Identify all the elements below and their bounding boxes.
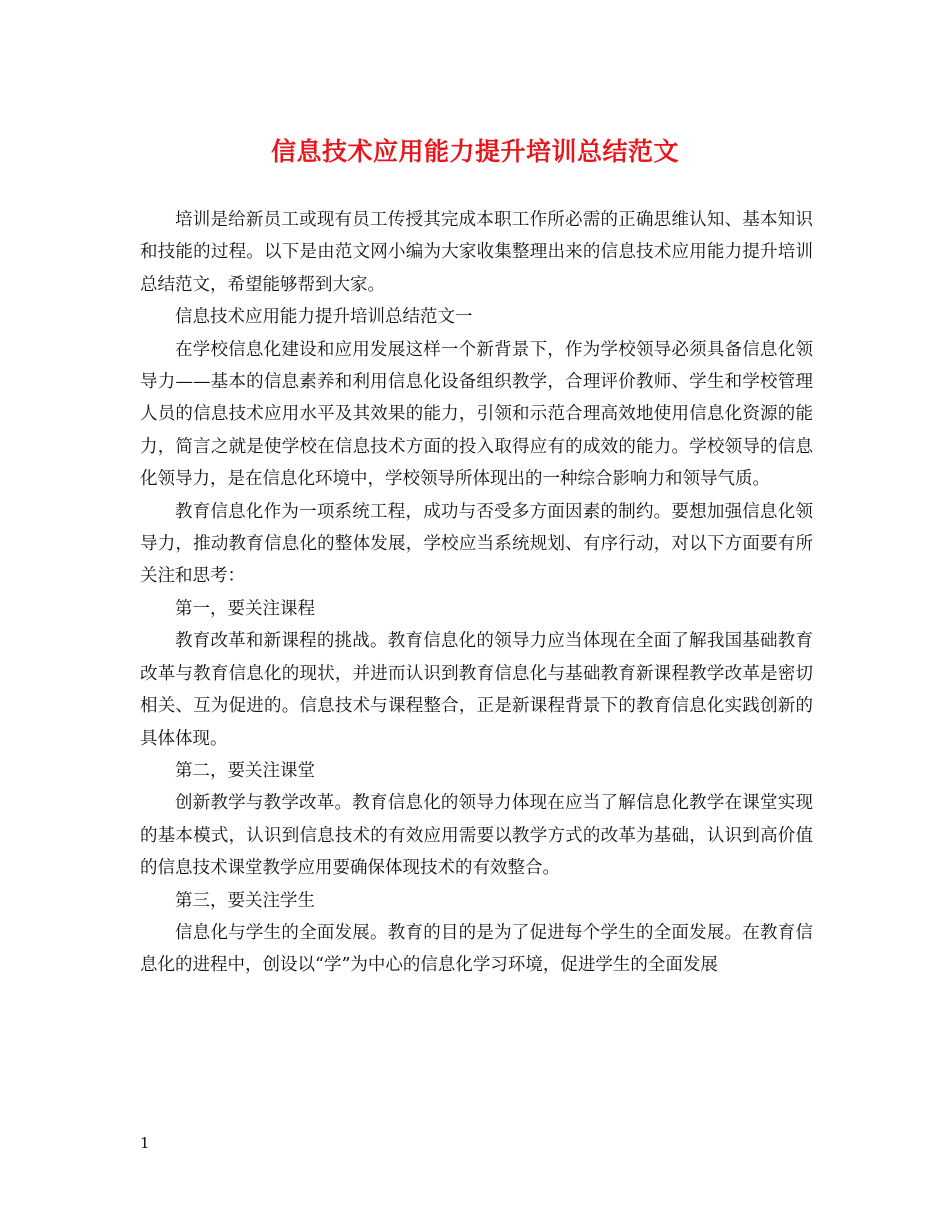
paragraph-curriculum: 教育改革和新课程的挑战。教育信息化的领导力应当体现在全面了解我国基础教育改革与教育信息化的现状，并进而认识到教育信息化与基础教育新课程教学改革是密切相关、互为促进的。信息技术与课程整合，正是新课程背景下的教育信息化实践创新的具体体现。 (140, 631, 813, 749)
page-number: 1 (140, 1134, 150, 1152)
paragraph-classroom: 创新教学与教学改革。教育信息化的领导力体现在应当了解信息化教学在课堂实现的基本模式，认识到信息技术的有效应用需要以教学方式的改革为基础，认识到高价值的信息技术课堂教学应用要确保体现技术的有效整合。 (140, 793, 813, 879)
heading-focus-students: 第三，要关注学生 (175, 890, 315, 911)
section-heading-sample-one: 信息技术应用能力提升培训总结范文一 (175, 307, 473, 328)
heading-focus-classroom: 第二，要关注课堂 (175, 760, 315, 781)
paragraph-intro: 培训是给新员工或现有员工传授其完成本职工作所必需的正确思维认知、基本知识和技能的过程。以下是由范文网小编为大家收集整理出来的信息技术应用能力提升培训总结范文，希望能够帮到大家。 (140, 210, 813, 295)
document-title: 信息技术应用能力提升培训总结范文 (270, 137, 679, 166)
heading-focus-curriculum: 第一，要关注课程 (175, 598, 315, 619)
paragraph-students: 信息化与学生的全面发展。教育的目的是为了促进每个学生的全面发展。在教育信息化的进程中，创设以“学”为中心的信息化学习环境，促进学生的全面发展 (140, 922, 813, 976)
paragraph-system-project: 教育信息化作为一项系统工程，成功与否受多方面因素的制约。要想加强信息化领导力，推动教育信息化的整体发展，学校应当系统规划、有序行动，对以下方面要有所关注和思考： (140, 501, 813, 587)
document-body (140, 204, 813, 982)
paragraph-leadership: 在学校信息化建设和应用发展这样一个新背景下，作为学校领导必须具备信息化领导力——基本的信息素养和利用信息化设备组织教学，合理评价教师、学生和学校管理人员的信息技术应用水平及其效果的能力，引领和示范合理高效地使用信息化资源的能力，简言之就是使学校在信息技术方面的投入取得应有的成效的能力。学校领导的信息化领导力，是在信息化环境中，学校领导所体现出的一种综合影响力和领导气质。 (140, 339, 813, 490)
